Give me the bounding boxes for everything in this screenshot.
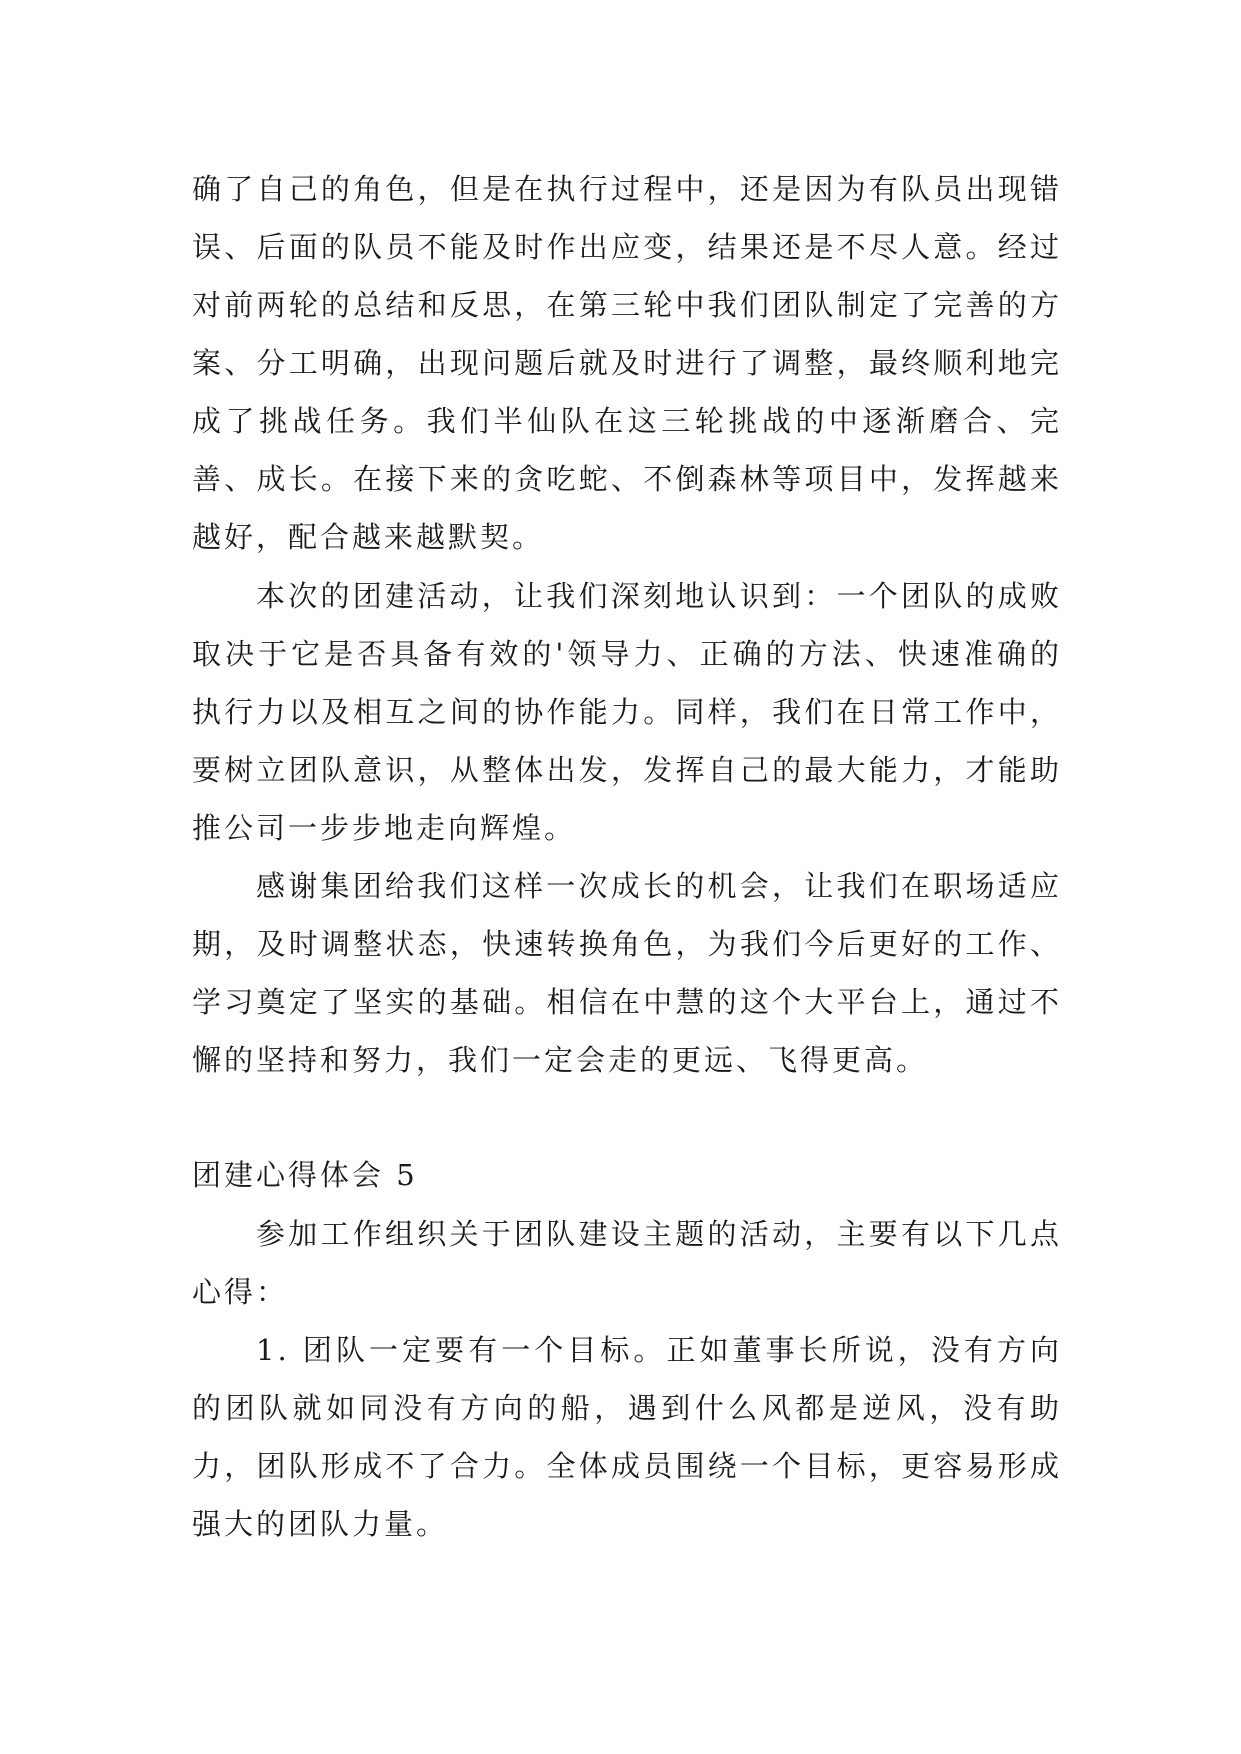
section-title: 团建心得体会 5 [192, 1158, 418, 1192]
paragraph-point-1: 1. 团队一定要有一个目标。正如董事长所说，没有方向的团队就如同没有方向的船，遇到什么风都是逆风，没有助力，团队形成不了合力。全体成员围绕一个目标，更容易形成强大的团队力量。 [192, 1333, 1062, 1541]
paragraph-intro: 参加工作组织关于团队建设主题的活动，主要有以下几点心得： [192, 1217, 1062, 1309]
paragraph-gratitude: 感谢集团给我们这样一次成长的机会，让我们在职场适应期，及时调整状态，快速转换角色，为我们今后更好的工作、学习奠定了坚实的基础。相信在中慧的这个大平台上，通过不懈的坚持和努力，我们一定会走的更远、飞得更高。 [192, 869, 1062, 1077]
paragraph-continuation: 确了自己的角色，但是在执行过程中，还是因为有队员出现错误、后面的队员不能及时作出应变，结果还是不尽人意。经过对前两轮的总结和反思，在第三轮中我们团队制定了完善的方案、分工明确，出现问题后就及时进行了调整，最终顺利地完成了挑战任务。我们半仙队在这三轮挑战的中逐渐磨合、完善、成长。在接下来的贪吃蛇、不倒森林等项目中，发挥越来越好，配合越来越默契。 [192, 172, 1062, 554]
paragraph-team-building-reflection: 本次的团建活动，让我们深刻地认识到：一个团队的成败取决于它是否具备有效的'领导力、正确的方法、快速准确的执行力以及相互之间的协作能力。同样，我们在日常工作中，要树立团队意识，从整体出发，发挥自己的最大能力，才能助推公司一步步地走向辉煌。 [192, 579, 1062, 845]
